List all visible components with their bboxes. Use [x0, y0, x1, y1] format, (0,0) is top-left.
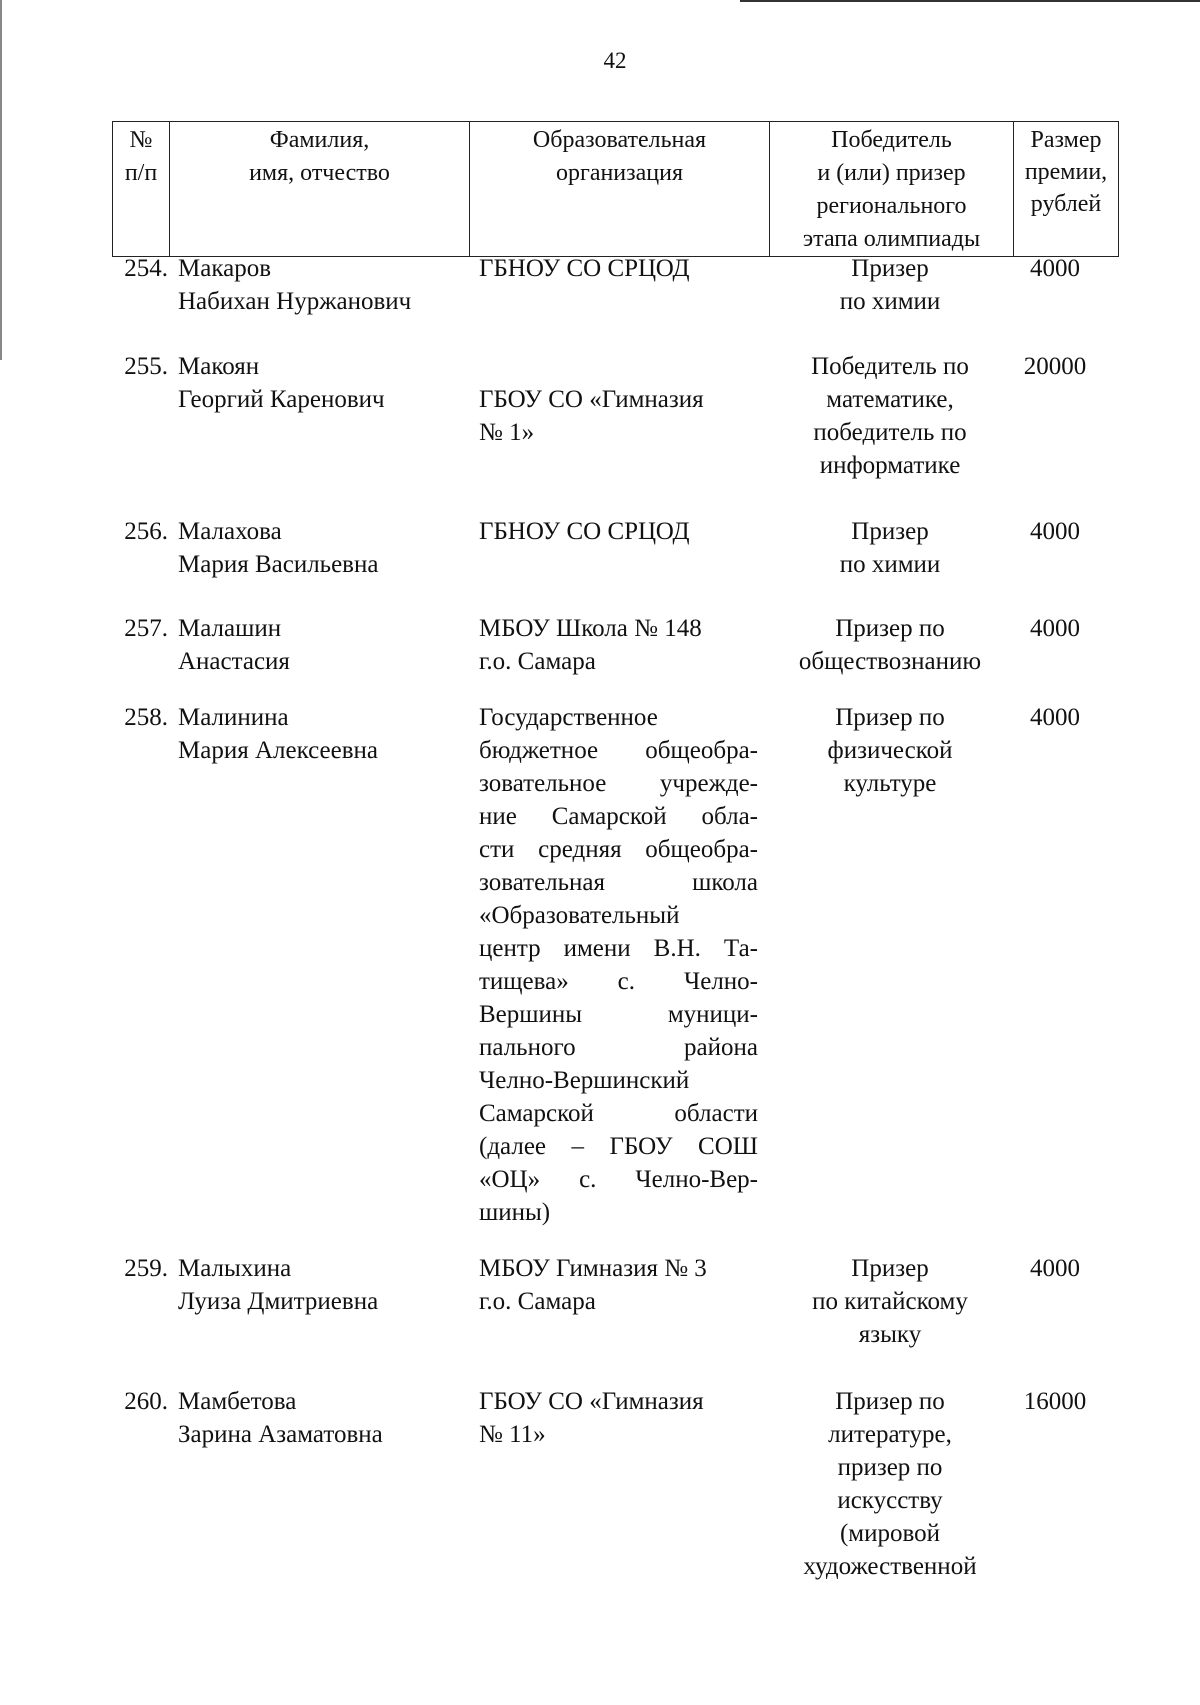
student-name: Малашин Анастасия	[178, 615, 290, 675]
prize-amount: 4000	[1030, 704, 1080, 731]
organization-line: «ОЦ» с. Челно-Вер-	[479, 1166, 758, 1193]
organization-line: тищева» с. Челно-	[479, 968, 758, 995]
student-name: Макоян Георгий Каренович	[178, 353, 385, 413]
header-winner-status: Победитель и (или) призер регионального этапа олимпиады	[770, 122, 1014, 257]
prize-amount: 4000	[1030, 518, 1080, 545]
organization-line: (далее – ГБОУ СОШ	[479, 1133, 758, 1160]
organization-line: бюджетное общеобра-	[479, 737, 758, 764]
row-number: 256.	[124, 518, 168, 545]
winner-status: Призер по физической культуре	[827, 704, 953, 797]
organization: ГБНОУ СО СРЦОД	[479, 255, 690, 282]
top-border-rule	[740, 0, 1200, 2]
organization: МБОУ Гимназия № 3 г.о. Самара	[479, 1255, 707, 1315]
organization-line: шины)	[479, 1199, 551, 1226]
organization-line: ние Самарской обла-	[479, 803, 758, 830]
organization	[479, 350, 758, 482]
winner-status: Призер по химии	[839, 518, 941, 578]
winner-status: Призер по химии	[839, 255, 941, 315]
row-number: 257.	[124, 615, 168, 642]
winner-status: Призер по обществознанию	[798, 615, 982, 675]
row-number: 260.	[124, 1388, 168, 1415]
organization-line: «Образовательный	[479, 902, 680, 929]
organization: ГБОУ СО «Гимназия № 11»	[479, 1388, 704, 1448]
prize-amount: 4000	[1030, 255, 1080, 282]
header-row	[113, 122, 1119, 257]
student-name: Малахова Мария Васильевна	[178, 518, 379, 578]
prize-amount: 16000	[1023, 1388, 1087, 1415]
header-number: № п/п	[113, 122, 170, 257]
organization-line: пального района	[479, 1034, 758, 1061]
organization	[479, 701, 758, 1229]
organization-line: зовательное учрежде-	[479, 770, 758, 797]
row-number: 258.	[124, 704, 168, 731]
organization-line: Самарской области	[479, 1100, 758, 1127]
header-prize-amount: Размер премии, рублей	[1014, 122, 1119, 257]
row-number: 259.	[124, 1255, 168, 1282]
table-header	[112, 121, 1119, 257]
prize-amount: 4000	[1030, 1255, 1080, 1282]
student-name: Макаров Набихан Нуржанович	[178, 255, 412, 315]
header-full-name: Фамилия, имя, отчество	[170, 122, 470, 257]
row-number: 254.	[124, 255, 168, 282]
winner-status: Призер по китайскому языку	[812, 1255, 968, 1348]
organization-line: центр имени В.Н. Та-	[479, 935, 758, 962]
winner-status: Призер по литературе, призер по искусству (мировой художественной	[803, 1388, 977, 1580]
organization-line: ГБОУ СО «Гимназия № 1»	[479, 386, 704, 446]
header-organization: Образовательная организация	[470, 122, 770, 257]
organization-line: зовательная школа	[479, 869, 758, 896]
organization: ГБНОУ СО СРЦОД	[479, 518, 690, 545]
student-name: Малыхина Луиза Дмитриевна	[178, 1255, 379, 1315]
winner-status: Победитель по математике, победитель по информатике	[811, 353, 969, 479]
prize-amount: 20000	[1023, 353, 1087, 380]
row-number: 255.	[124, 353, 168, 380]
prize-amount: 4000	[1030, 615, 1080, 642]
organization-line: Вершины муници-	[479, 1001, 758, 1028]
student-name: Малинина Мария Алексеевна	[178, 704, 378, 764]
organization-line: Государственное	[479, 704, 658, 731]
page-number: 42	[603, 48, 627, 73]
student-name: Мамбетова Зарина Азаматовна	[178, 1388, 383, 1448]
organization: МБОУ Школа № 148 г.о. Самара	[479, 615, 702, 675]
organization-line: сти средняя общеобра-	[479, 836, 758, 863]
organization-line: Челно-Вершинский	[479, 1067, 690, 1094]
